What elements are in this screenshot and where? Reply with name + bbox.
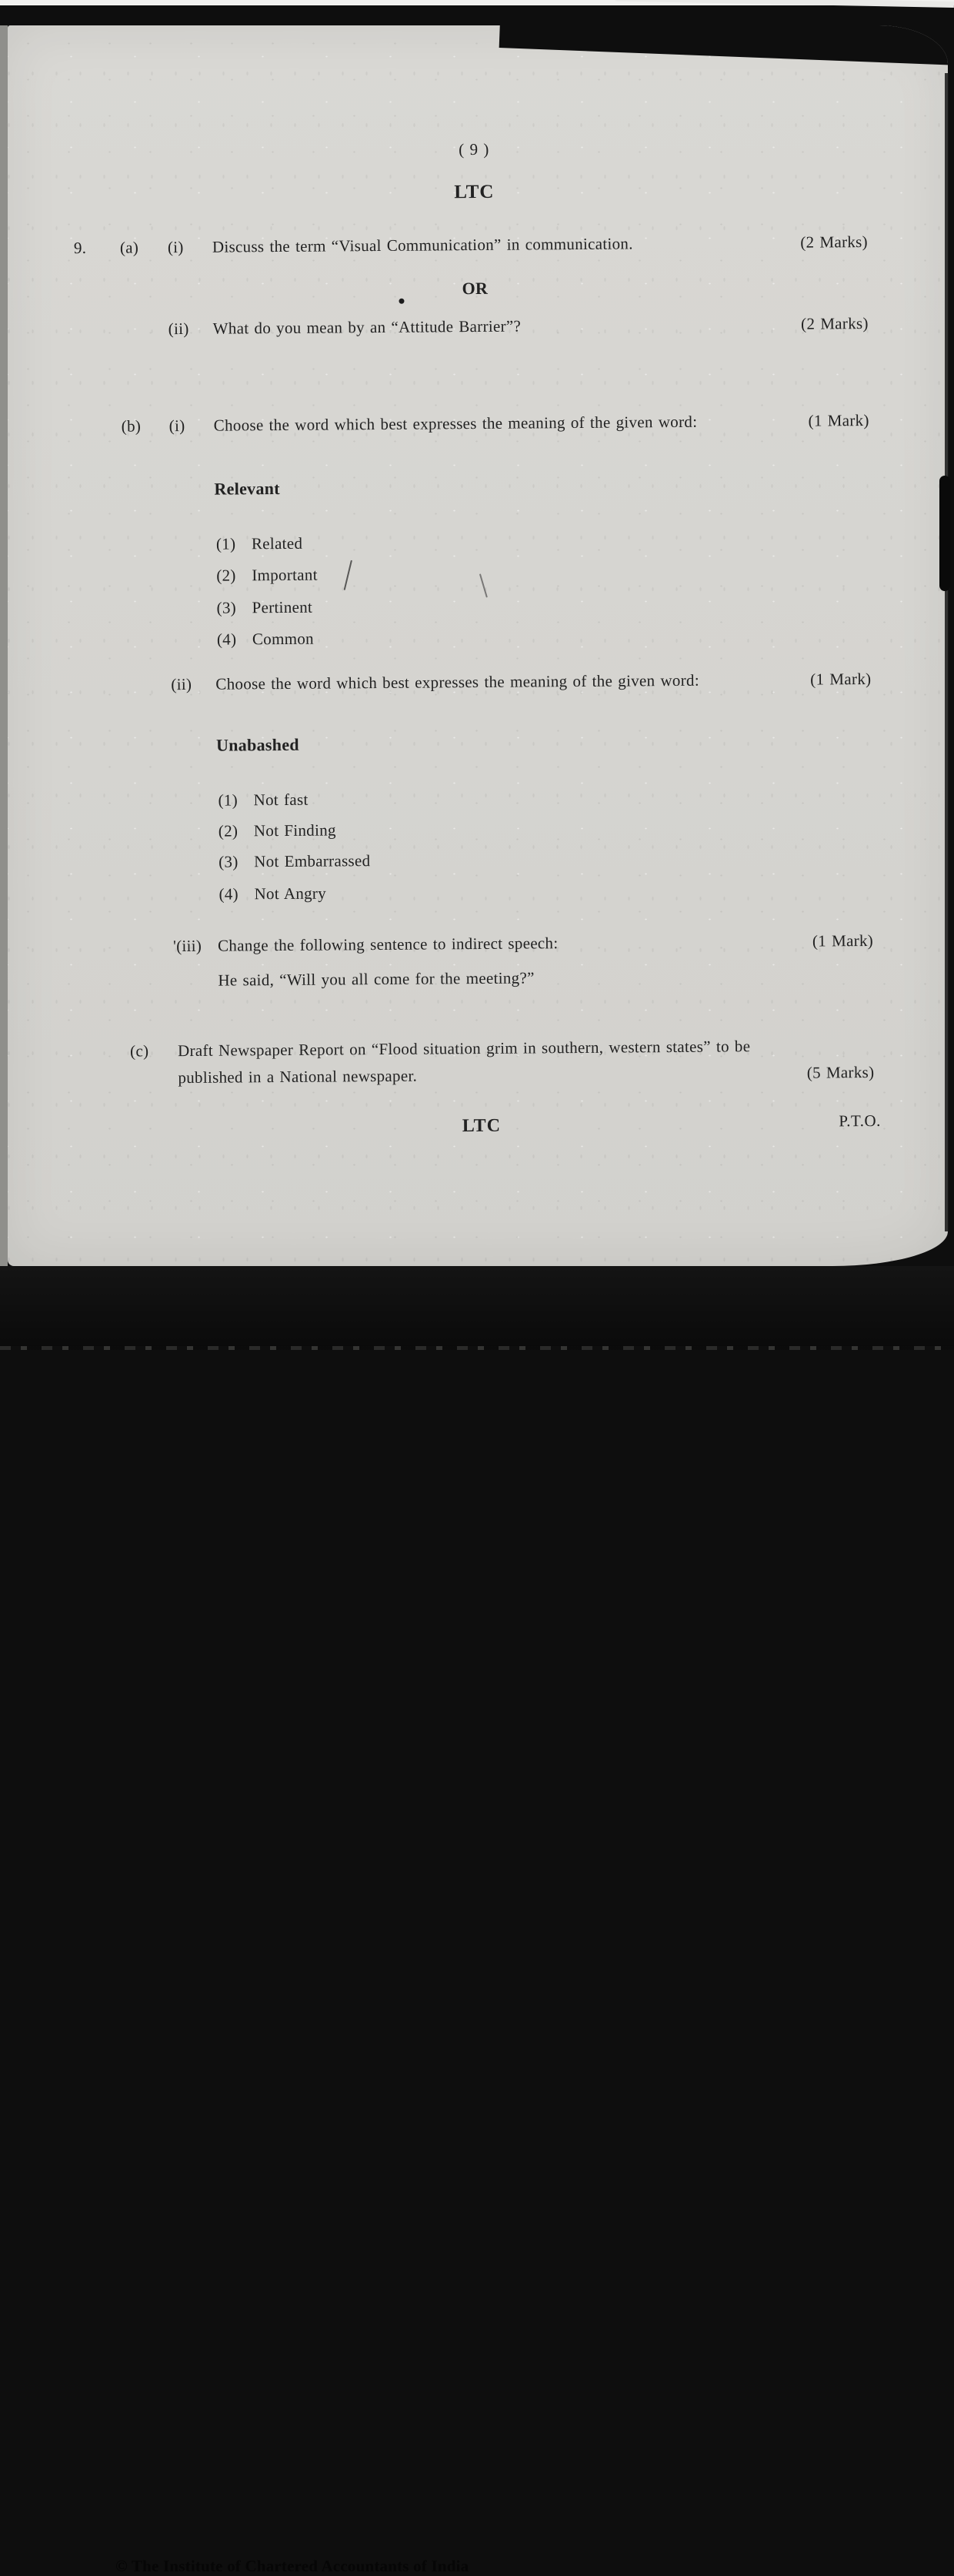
ink-dot [399,299,404,304]
part-c-line2-row [178,1059,874,1091]
option-row [216,532,302,556]
stray-pen-mark [479,573,488,597]
option-row [216,596,312,620]
part-b-ii-text: Choose the word which best expresses the meaning of the given word: [215,668,799,696]
part-c-paragraph [178,1032,875,1091]
part-b-iii-marks: (1 Mark) [805,929,873,953]
part-c-line2: published in a National newspaper. [178,1063,417,1091]
question-9b-i-row [75,409,869,438]
copyright-notice: © The Institute of Chartered Accountants of India [115,2557,469,2576]
option-row [218,882,326,906]
part-b-i-label: (i) [169,414,214,437]
page-number: ( 9 ) [8,136,944,163]
pto-label: P.T.O. [839,1109,881,1132]
option-text: Not Angry [254,882,326,906]
part-c-line1: Draft Newspaper Report on “Flood situation grim in southern, western states” to be [178,1032,874,1064]
option-row [217,627,314,651]
question-9a-i-row [74,230,868,259]
paper-code-footer: LTC [12,1112,948,1141]
option-number: (4) [217,627,252,650]
part-a-i-marks: (2 Marks) [792,230,868,254]
part-c-label: (c) [130,1037,178,1064]
question-9b-ii-row [77,667,871,697]
part-a-i-text: Discuss the term “Visual Communication” in communication. [212,231,793,259]
or-separator: OR [8,275,945,302]
scanner-left-edge [0,25,8,1266]
question-9c-row [80,1032,875,1092]
option-text: Common [252,627,314,651]
spacer [80,1038,130,1039]
option-number: (2) [216,563,252,586]
option-text: Pertinent [252,596,312,620]
part-b-label: (b) [122,414,169,437]
part-b-i-text: Choose the word which best expresses the meaning of the given word: [214,409,801,437]
option-text: Not Finding [254,818,336,842]
option-number: (3) [216,596,252,619]
option-number: (1) [218,788,253,811]
part-b-ii-label: (ii) [171,673,215,696]
direct-speech-sentence: He said, “Will you all come for the meeting?” [218,966,534,991]
part-b-iii-text: Change the following sentence to indirect speech: [218,930,805,957]
paper-code-header: LTC [8,178,944,207]
part-a-label: (a) [120,236,168,259]
option-text: Not Embarrassed [254,849,370,873]
option-text: Important [252,563,318,587]
option-number: (4) [218,882,254,905]
part-c-marks: (5 Marks) [807,1059,875,1087]
page-right-edge-shadow [945,73,949,1231]
part-b-ii-marks: (1 Mark) [810,667,871,691]
part-a-ii-marks: (2 Marks) [793,312,869,336]
part-b-i-marks: (1 Mark) [800,409,869,433]
page-content [8,25,948,1266]
stray-pen-mark [344,560,352,590]
option-number: (1) [216,532,252,555]
option-text: Related [252,532,302,556]
part-a-i-label: (i) [168,236,212,259]
option-row [218,849,370,874]
scan-footer-band [0,1266,954,1350]
option-row [218,818,336,842]
option-text: Not fast [253,788,308,812]
part-b-iii-label: '(iii) [173,934,218,957]
question-9a-ii-row [75,312,869,341]
question-9b-iii-row [79,929,873,958]
question-number: 9. [74,236,120,259]
scanned-exam-page [8,25,948,1266]
scan-bottom-grain [0,1346,954,1350]
part-a-ii-label: (ii) [168,317,213,340]
part-a-ii-text: What do you mean by an “Attitude Barrier”? [213,312,794,340]
vocab-word-unabashed: Unabashed [216,733,299,757]
option-number: (2) [218,819,254,842]
option-number: (3) [218,850,254,873]
option-row [218,788,308,812]
option-row [216,563,318,587]
page-edge-ink-blotch [939,476,950,591]
vocab-word-relevant: Relevant [214,477,280,501]
